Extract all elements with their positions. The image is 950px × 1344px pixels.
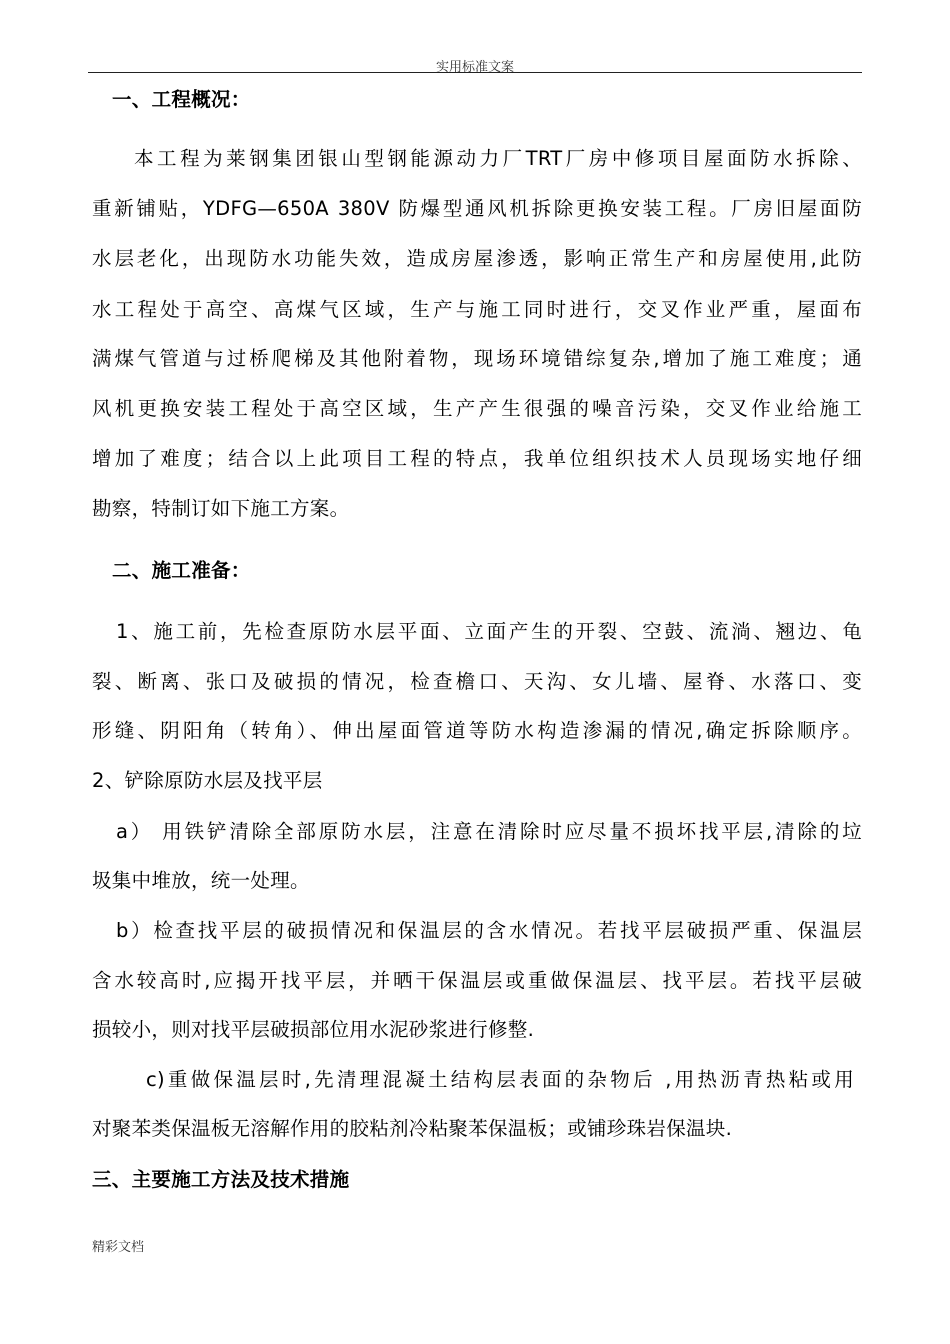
paragraph-line: 对聚苯类保温板无溶解作用的胶粘剂冷粘聚苯保温板；或铺珍珠岩保温块. (92, 1117, 733, 1140)
paragraph-line: c)重做保温层时,先清理混凝土结构层表面的杂物后 ,用热沥青热粘或用 (146, 1068, 854, 1091)
paragraph-line: b）检查找平层的破损情况和保温层的含水情况。若找平层破损严重、保温层 (116, 919, 862, 942)
page-footer: 精彩文档 (92, 1240, 145, 1255)
paragraph-line: 水层老化，出现防水功能失效，造成房屋渗透，影响正常生产和房屋使用,此防 (92, 247, 862, 270)
header-rule (88, 72, 862, 73)
paragraph-line: a） 用铁铲清除全部原防水层，注意在清除时应尽量不损坏找平层,清除的垃 (116, 820, 862, 843)
section-heading-overview: 一、工程概况： (112, 88, 251, 111)
paragraph-line: 圾集中堆放，统一处理。 (92, 869, 310, 892)
page-header: 实用标准文案 (435, 60, 514, 75)
section-heading-preparation: 二、施工准备： (112, 559, 251, 582)
section-heading-methods: 三、主要施工方法及技术措施 (92, 1168, 350, 1191)
paragraph-line: 形缝、阴阳角（转角）、伸出屋面管道等防水构造渗漏的情况,确定拆除顺序。 (92, 719, 862, 742)
paragraph-line: 本工程为莱钢集团银山型钢能源动力厂TRT厂房中修项目屋面防水拆除、 (134, 147, 862, 170)
paragraph-line: 勘察，特制订如下施工方案。 (92, 497, 350, 520)
paragraph-line: 增加了难度；结合以上此项目工程的特点，我单位组织技术人员现场实地仔细 (92, 447, 862, 470)
paragraph-line: 含水较高时,应揭开找平层，并晒干保温层或重做保温层、找平层。若找平层破 (92, 969, 862, 992)
paragraph-line: 1、施工前，先检查原防水层平面、立面产生的开裂、空鼓、流淌、翘边、龟 (116, 620, 862, 643)
paragraph-line: 2、铲除原防水层及找平层 (92, 769, 323, 792)
paragraph-line: 满煤气管道与过桥爬梯及其他附着物，现场环境错综复杂,增加了施工难度；通 (92, 347, 862, 370)
paragraph-line: 水工程处于高空、高煤气区域，生产与施工同时进行，交叉作业严重，屋面布 (92, 298, 862, 321)
paragraph-line: 裂、断离、张口及破损的情况，检查檐口、天沟、女儿墙、屋脊、水落口、变 (92, 670, 862, 693)
paragraph-line: 损较小，则对找平层破损部位用水泥砂浆进行修整. (92, 1018, 535, 1041)
paragraph-line: 重新铺贴，YDFG—650A 380V 防爆型通风机拆除更换安装工程。厂房旧屋面防 (92, 197, 862, 220)
paragraph-line: 风机更换安装工程处于高空区域，生产产生很强的噪音污染，交叉作业给施工 (92, 397, 862, 420)
